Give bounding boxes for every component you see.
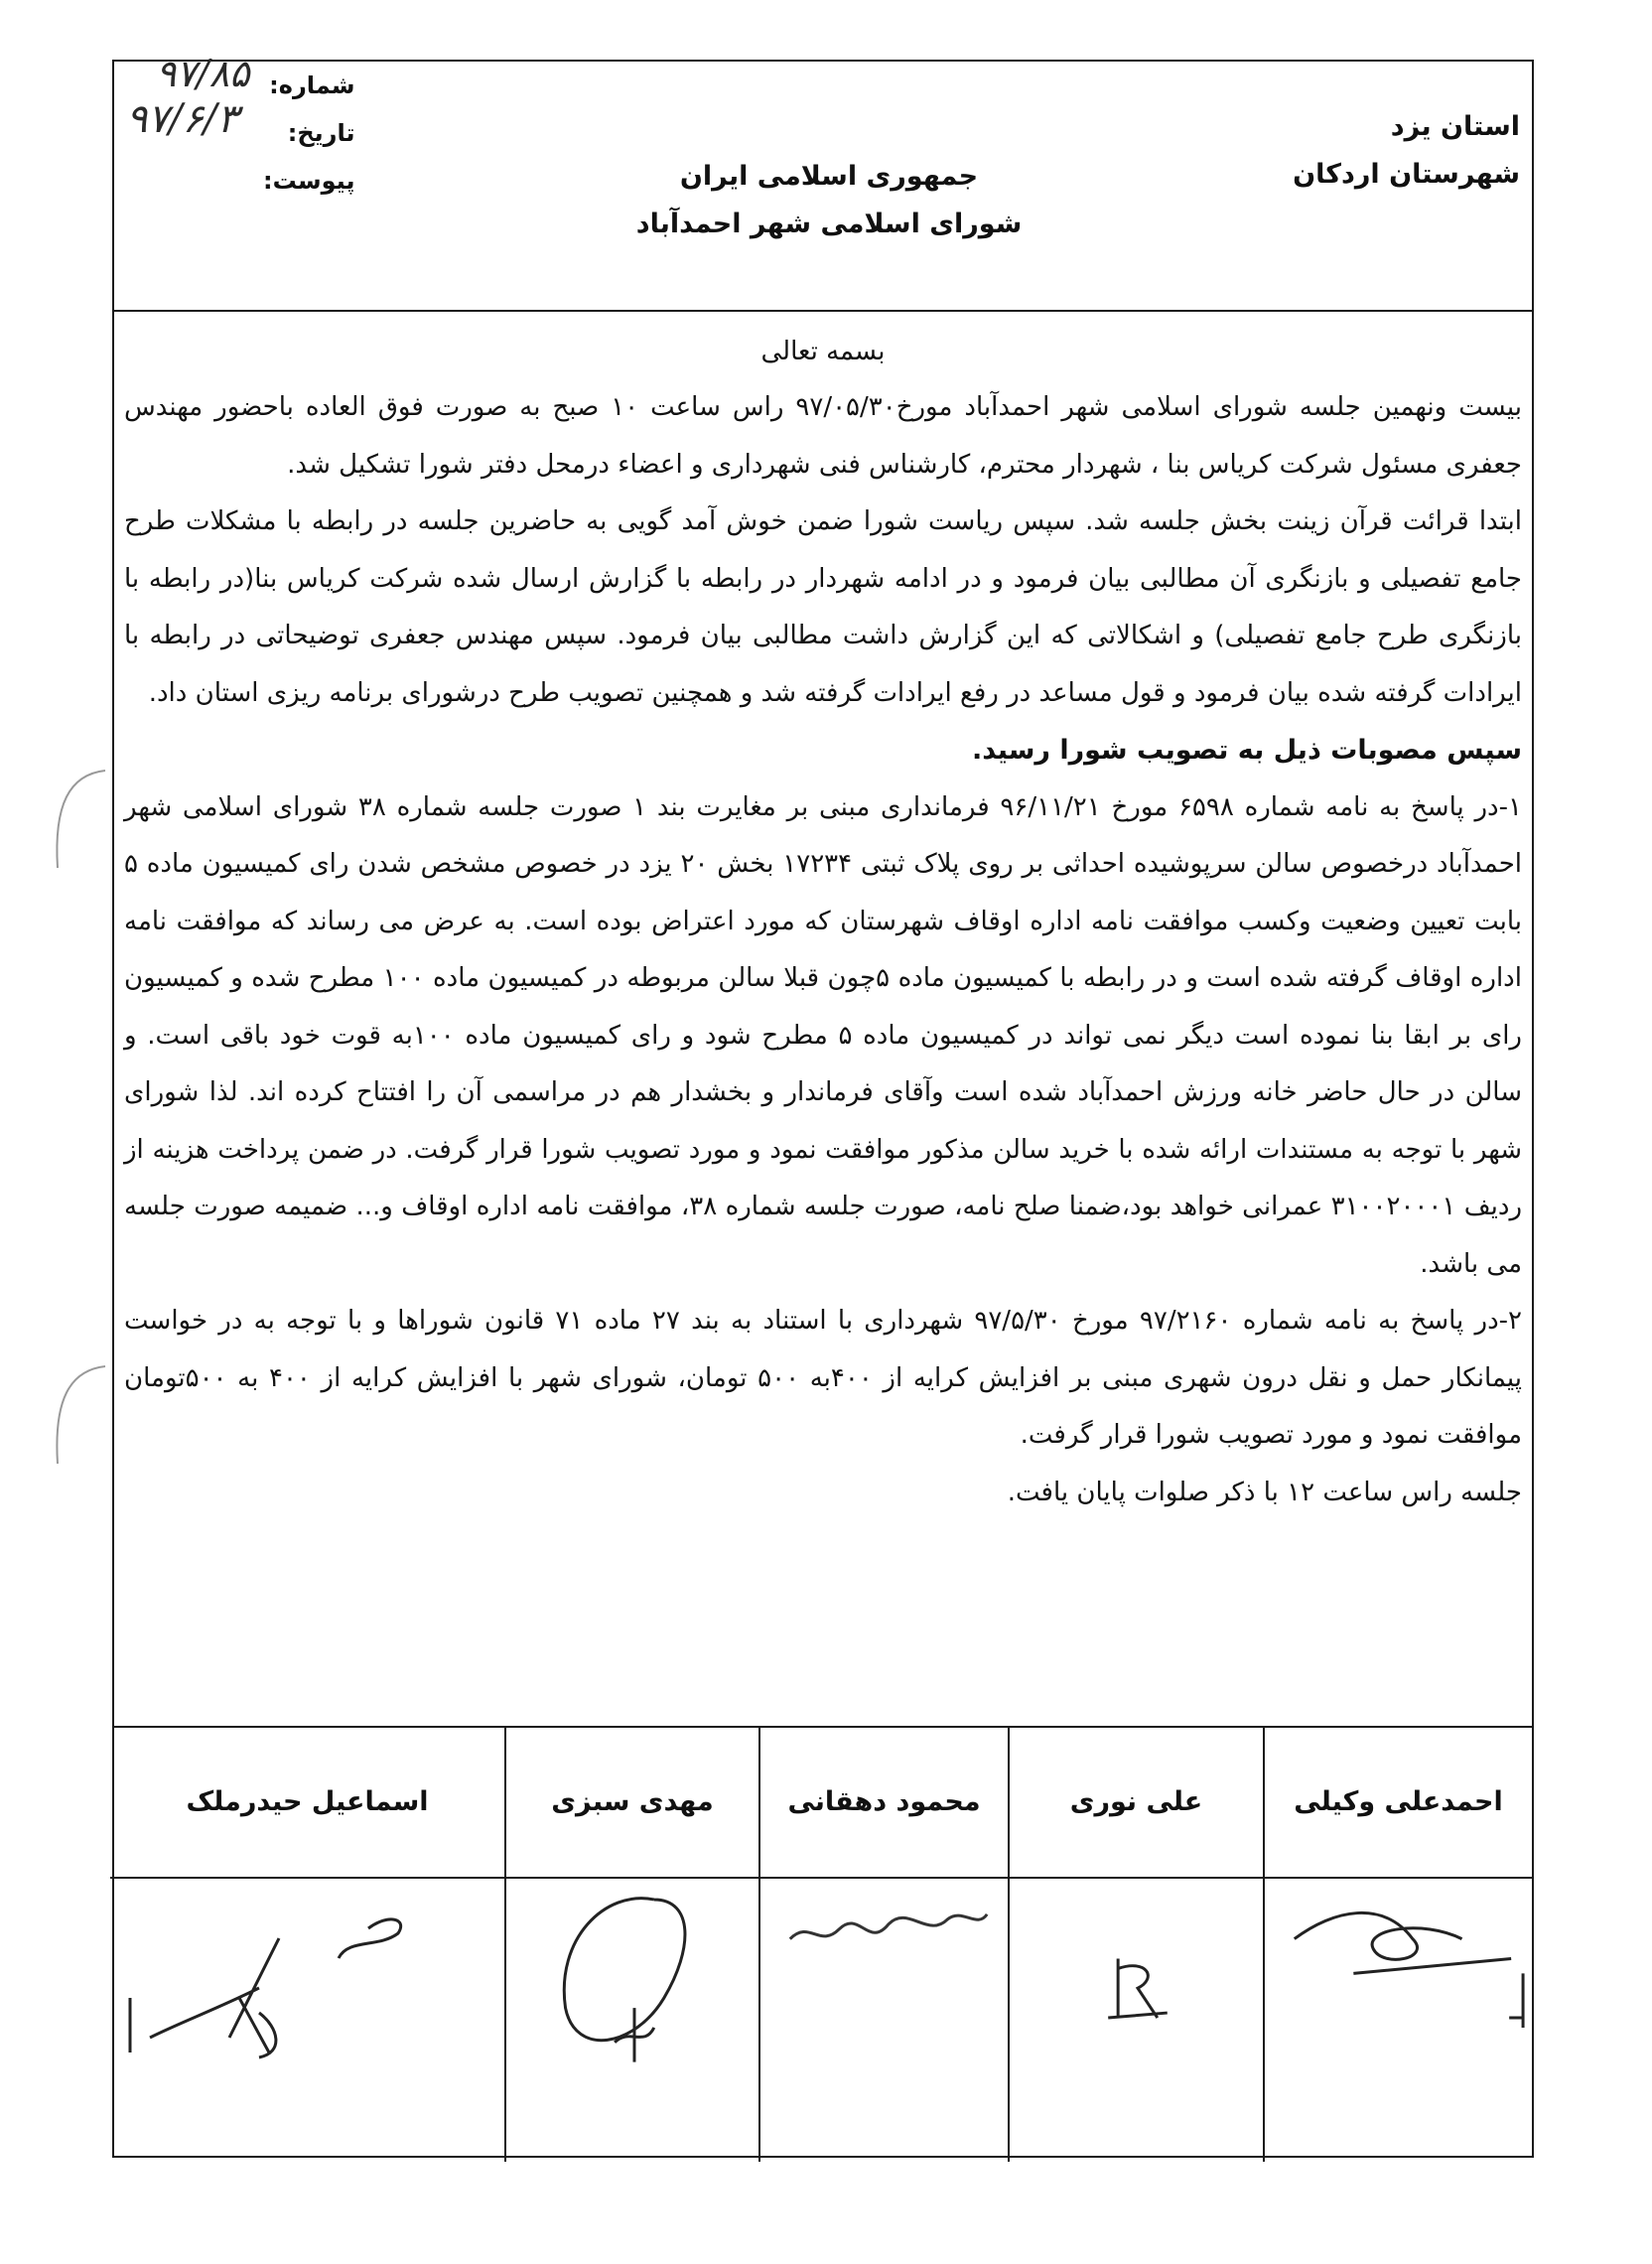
signature-mark [1010,1879,1263,2162]
resolution-item-2: ۲-در پاسخ به نامه شماره ۹۷/۲۱۶۰ مورخ ۹۷/۵/۳۰ شهرداری با استناد به بند ۲۷ ماده ۷۱ قانون شوراها و با توجه به در خواست پیمانکار حمل و نقل درون شهری مبنی بر افزایش کرایه از ۴۰۰به ۵۰۰ تومان، شورای شهر با افزایش کرایه از ۴۰۰ به ۵۰۰تومان موافقت نمود و مورد تصویب شورا قرار گرفت. [124,1306,1523,1450]
intro-paragraph: بیست ونهمین جلسه شورای اسلامی شهر احمدآباد مورخ۹۷/۰۵/۳۰ راس ساعت ۱۰ صبح به صورت فوق العاده باحضور مهندس جعفری مسئول شرکت کریاس بنا ، شهردار محترم، کارشناس فنی شهرداری و اعضاء درمحل دفتر شورا تشکیل شد. [124,392,1523,480]
signature-scribble [760,1879,1008,2162]
signature-mark [506,1879,758,2162]
signature-cell [758,1728,1008,2162]
signature-mark [1265,1879,1532,2162]
province-name: استان یزد [1390,111,1520,142]
republic-name: جمهوری اسلامی ایران [679,161,979,192]
signatory-name: مهدی سبزی [506,1728,758,1879]
letter-meta [263,62,354,205]
council-name: شورای اسلامی شهر احمدآباد [635,209,1023,239]
county-name: شهرستان اردکان [1293,159,1520,190]
letterhead-right [1293,103,1520,199]
scan-edge-mark [40,765,109,874]
letter-date-handwritten: ۹۷/۶/۳ [126,96,238,142]
signature-cell [504,1728,758,2162]
signature-scribble [506,1879,758,2162]
minutes-body [124,328,1522,1521]
closing-line: جلسه راس ساعت ۱۲ با ذکر صلوات پایان یافت. [1007,1477,1522,1507]
signature-cell [110,1728,504,2162]
signatory-name: اسماعیل حیدرملک [110,1728,504,1879]
signatory-name: علی نوری [1010,1728,1263,1879]
letterhead [114,52,1532,312]
signatory-name: محمود دهقانی [760,1728,1008,1879]
signature-scribble [1010,1879,1263,2162]
basmala: بسمه تعالی [760,337,886,366]
signature-mark [760,1879,1008,2162]
signature-cell [1263,1728,1532,2162]
letter-number-handwritten: ۹۷/۸۵ [156,52,250,95]
resolutions-heading: سپس مصوبات ذیل به تصویب شورا رسید. [971,735,1522,766]
discussion-paragraph: ابتدا قرائت قرآن زینت بخش جلسه شد. سپس ریاست شورا ضمن خوش آمد گویی به حاضرین جلسه در رابطه با مشکلات طرح جامع تفصیلی و بازنگری آن مطالبی بیان فرمود و در ادامه شهردار در رابطه با گزارش ارسال شده شرکت کریاس بنا(در رابطه با بازنگری طرح جامع تفصیلی) و اشکالاتی که این گزارش داشت مطالبی بیان فرمود. سپس مهندس جعفری توضیحاتی در رابطه با ایرادات گرفته شده بیان فرمود و قول مساعد در رفع ایرادات گرفته شد و همچنین تصویب طرح درشورای برنامه ریزی استان داد. [124,506,1522,708]
attachment-label: پیوست: [263,167,355,195]
date-label: تاریخ: [287,119,355,147]
letterhead-center [630,153,1028,248]
signature-table [114,1726,1532,2162]
minutes-document [112,52,1534,2158]
signature-scribble [1265,1879,1532,2162]
signature-scribble [110,1879,504,2162]
signature-mark [110,1879,504,2162]
scan-edge-mark [40,1360,109,1470]
signatory-name: احمدعلی وکیلی [1265,1728,1532,1879]
resolution-item-1: ۱-در پاسخ به نامه شماره ۶۵۹۸ مورخ ۹۶/۱۱/۲۱ فرمانداری مبنی بر مغایرت بند ۱ صورت جلسه شماره ۳۸ شورای اسلامی شهر احمدآباد درخصوص سالن سرپوشیده احداثی بر روی پلاک ثبتی ۱۷۲۳۴ بخش ۲۰ یزد در خصوص مشخص شدن رای کمیسیون ماده ۵ بابت تعیین وضعیت وکسب موافقت نامه اداره اوقاف شهرستان که مورد اعتراض بوده است. به عرض می رساند که موافقت نامه اداره اوقاف گرفته شده است و در رابطه با کمیسیون ماده ۵چون قبلا سالن مربوطه در کمیسیون ماده ۱۰۰ مطرح شده و کمیسیون رای بر ابقا بنا نموده است دیگر نمی تواند در کمیسیون ماده ۵ مطرح شود و رای کمیسیون ماده ۱۰۰به قوت خود باقی است. و سالن در حال حاضر خانه ورزش احمدآباد شده است وآقای فرماندار و بخشدار هم در مراسمی آن را افتتاح کرده اند. لذا شورای شهر با توجه به مستندات ارائه شده با خرید سالن مذکور موافقت نمود و مورد تصویب شورا قرار گرفت. در ضمن پرداخت هزینه از ردیف ۳۱۰۰۲۰۰۰۱ عمرانی خواهد بود،ضمنا صلح نامه، صورت جلسه شماره ۳۸، موافقت نامه اداره اوقاف و... ضمیمه صورت جلسه می باشد. [124,791,1523,1279]
signature-cell [1008,1728,1263,2162]
number-label: شماره: [269,71,355,99]
